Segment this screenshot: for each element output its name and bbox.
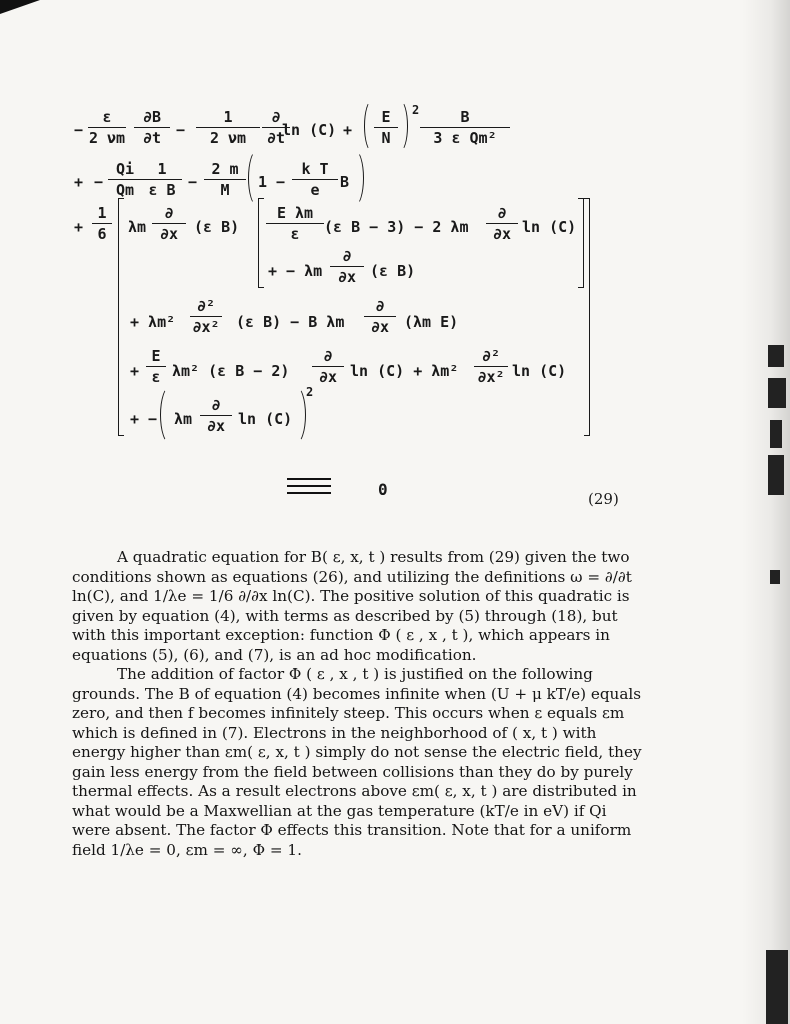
scan-corner-mark — [0, 0, 40, 14]
fraction: $\frac{B}{\text{3 ε Qm²}}$ — [420, 108, 510, 147]
fraction: ∂ ∂x — [330, 247, 364, 286]
one-minus: 1 − — [258, 173, 286, 191]
plus-sign: + — [74, 173, 84, 191]
fraction: $\frac{1}{\text{ε B}}$ — [142, 160, 182, 199]
fraction: $\frac{1}{2 \nu m}$ — [196, 108, 260, 147]
fraction: $\frac{\text{k T}}{e}$ — [292, 160, 338, 199]
body-text — [72, 548, 642, 860]
fraction: $\frac{\varepsilon}{2 \nu m}$ — [88, 108, 126, 147]
scan-edge-mark — [768, 378, 786, 408]
right-paren — [392, 100, 408, 152]
minus-sign: − — [94, 173, 104, 191]
plus-sign: + — [74, 218, 84, 236]
exponent: 2 — [412, 103, 420, 117]
minus-sign: − — [176, 121, 186, 139]
term: (ε B) − B λm — [236, 313, 345, 331]
outer-right-bracket — [584, 198, 590, 436]
ln-term: ln (C) — [522, 218, 577, 236]
lambda-m: λm — [174, 410, 193, 428]
plus-sign: + — [130, 362, 140, 380]
term: + − λm — [268, 262, 323, 280]
lambda-e-term: (λm E) — [404, 313, 459, 331]
right-paren — [346, 150, 364, 206]
term: ln (C) + λm² — [350, 362, 459, 380]
fraction: ∂ ∂t — [262, 108, 290, 147]
fraction: ∂ ∂x — [200, 396, 232, 435]
minus-sign: − — [74, 121, 84, 139]
scan-edge-mark — [770, 420, 782, 448]
eps-b-term: (ε B) — [370, 262, 416, 280]
lambda-m: λm — [128, 218, 147, 236]
exponent: 2 — [306, 385, 314, 399]
minus-sign: − — [188, 173, 198, 191]
eps-b-term: (ε B) — [194, 218, 240, 236]
b-term: B — [340, 173, 350, 191]
ln-term: ln (C) — [282, 121, 337, 139]
fraction: ∂ ∂x — [364, 297, 396, 336]
term: (ε B − 3) − 2 λm — [324, 218, 469, 236]
fraction: $\frac{1}{6}$ — [92, 204, 112, 243]
term: + − — [130, 410, 158, 428]
outer-left-bracket — [118, 198, 124, 436]
paragraph: The addition of factor Φ ( ε , x , t ) is justified on the following grounds. The B of equation (4) becomes infinite when (U + μ kT/e) equals zero, and then f becomes infinitely steep. This occurs when ε equals εm which is defined in (7). Electrons in the neighborhood of ( x, t ) with energy higher than εm( ε, x, t ) simply do not sense the electric field, they gain less energy from the field between collisions than they do by purely thermal effects. As a result electrons above εm( ε, x, t ) are distributed in what would be a Maxwellian at the gas temperature (kT/e in eV) if Qi were absent. The factor Φ effects this transition. Note that for a uniform field 1/λe = 0, εm = ∞, Φ = 1. — [72, 665, 642, 859]
fraction: $\frac{2 m}{M}$ — [204, 160, 246, 199]
term: + λm² — [130, 313, 176, 331]
equation-number: (29) — [588, 490, 619, 508]
fraction: ∂² ∂x² — [474, 347, 508, 386]
inner-left-bracket — [258, 198, 264, 288]
fraction: $\frac{\text{E λm}}{\varepsilon}$ — [266, 204, 324, 243]
fraction: ∂² ∂x² — [190, 297, 222, 336]
fraction: ∂ ∂x — [486, 204, 518, 243]
inner-right-bracket — [578, 198, 584, 288]
scan-edge-mark — [770, 570, 780, 584]
ln-term: ln (C) — [512, 362, 567, 380]
right-paren — [286, 386, 306, 444]
ln-term: ln (C) — [238, 410, 293, 428]
plus-sign: + — [343, 121, 353, 139]
scan-edge-mark — [766, 950, 788, 1024]
fraction: ∂ ∂x — [312, 347, 344, 386]
scan-right-edge — [742, 0, 790, 1024]
equals-sign — [287, 478, 331, 499]
fraction: $\frac{E}{N}$ — [374, 108, 398, 147]
fraction: $\frac{\partial B}{\partial t}$ — [134, 108, 170, 147]
fraction: ∂ ∂x — [152, 204, 186, 243]
scan-edge-mark — [768, 345, 784, 367]
equals-zero: 0 — [378, 480, 388, 499]
scan-edge-mark — [768, 455, 784, 495]
fraction: $\frac{Qi}{Qm}$ — [108, 160, 142, 199]
fraction: $\frac{E}{\varepsilon}$ — [146, 347, 166, 386]
term: λm² (ε B − 2) — [172, 362, 290, 380]
paragraph: A quadratic equation for B( ε, x, t ) results from (29) given the two conditions shown as equations (26), and utilizing the definitions ω = ∂/∂t ln(C), and 1/λe = 1/6 ∂/∂x ln(C). The positive solution of this quadratic is given by equation (4), with terms as described by (5) through (18), but with this important exception: function Φ ( ε , x , t ), which appears in equations (5), (6), and (7), is an ad hoc modification. — [72, 548, 632, 664]
